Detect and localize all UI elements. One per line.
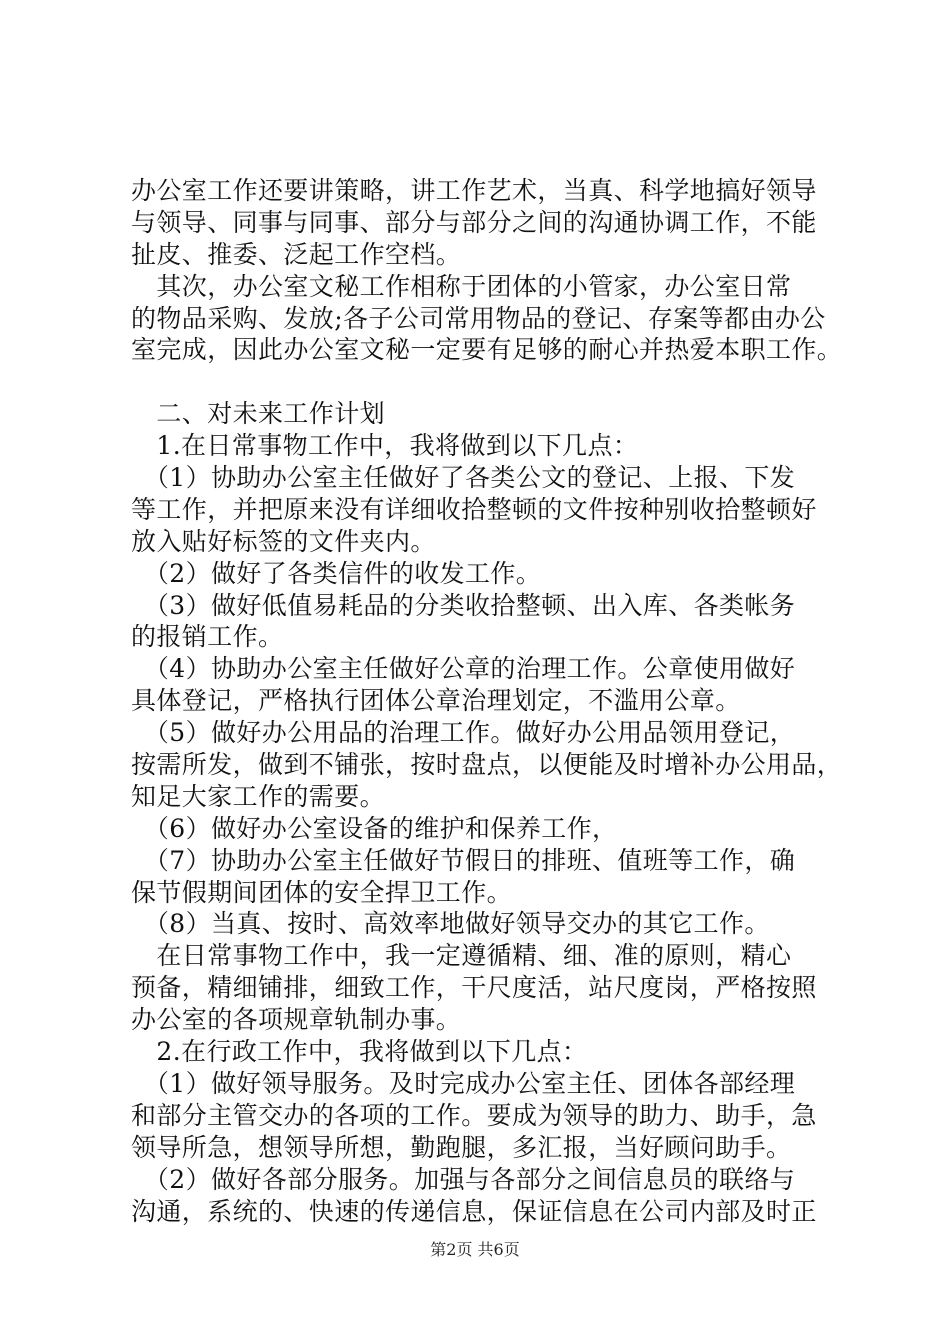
paragraph-gap <box>131 366 831 398</box>
text-line: 保节假期间团体的安全捍卫工作。 <box>131 877 513 907</box>
text-line: 预备，精细铺排，细致工作，干尺度活，站尺度岗，严格按照 <box>131 973 817 1003</box>
text-line: （8）当真、按时、高效率地做好领导交办的其它工作。 <box>131 909 770 939</box>
text-line: 扯皮、推委、泛起工作空档。 <box>131 239 462 269</box>
text-line: 的物品采购、发放;各子公司常用物品的登记、存案等都由办公 <box>131 303 826 333</box>
text-line: 等工作，并把原来没有详细收拾整顿的文件按种别收拾整顿好 <box>131 494 817 524</box>
text-line: （3）做好低值易耗品的分类收拾整顿、出入库、各类帐务 <box>131 590 796 620</box>
text-line: （1）做好领导服务。及时完成办公室主任、团体各部经理 <box>131 1068 796 1098</box>
text-line: 室完成，因此办公室文秘一定要有足够的耐心并热爱本职工作。 <box>131 335 843 365</box>
subsection-heading: 2.在行政工作中，我将做到以下几点： <box>131 1037 588 1067</box>
text-line: 与领导、同事与同事、部分与部分之间的沟通协调工作，不能 <box>131 207 817 237</box>
text-line: 和部分主管交办的各项的工作。要成为领导的助力、助手，急 <box>131 1100 817 1130</box>
text-line: 沟通，系统的、快速的传递信息，保证信息在公司内部及时正 <box>131 1196 817 1226</box>
text-line: 按需所发，做到不铺张，按时盘点，以便能及时增补办公用品， <box>131 750 843 780</box>
text-line: 领导所急，想领导所想，勤跑腿，多汇报，当好顾问助手。 <box>131 1132 792 1162</box>
text-line: 办公室工作还要讲策略，讲工作艺术，当真、科学地搞好领导 <box>131 176 817 205</box>
text-line: （2）做好各部分服务。加强与各部分之间信息员的联络与 <box>131 1164 796 1194</box>
text-line: （1）协助办公室主任做好了各类公文的登记、上报、下发 <box>131 463 796 493</box>
text-line: （2）做好了各类信件的收发工作。 <box>131 558 542 588</box>
subsection-heading: 1.在日常事物工作中，我将做到以下几点： <box>131 431 639 461</box>
text-line: 知足大家工作的需要。 <box>131 781 386 811</box>
text-line: 办公室的各项规章轨制办事。 <box>131 1005 462 1035</box>
document-body <box>131 175 843 1227</box>
text-line: （6）做好办公室设备的维护和保养工作， <box>131 813 618 843</box>
text-line: （7）协助办公室主任做好节假日的排班、值班等工作，确 <box>131 845 796 875</box>
text-line: （4）协助办公室主任做好公章的治理工作。公章使用做好 <box>131 654 796 684</box>
text-line: 放入贴好标签的文件夹内。 <box>131 526 436 556</box>
text-line: 其次，办公室文秘工作相称于团体的小管家，办公室日常 <box>131 271 792 301</box>
text-line: 具体登记，严格执行团体公章治理划定，不滥用公章。 <box>131 686 741 716</box>
text-line: 的报销工作。 <box>131 622 284 652</box>
page-number: 第2页 共6页 <box>430 1240 520 1259</box>
section-heading: 二、对未来工作计划 <box>131 399 386 429</box>
text-line: 在日常事物工作中，我一定遵循精、细、准的原则，精心 <box>131 941 792 971</box>
text-line: （5）做好办公用品的治理工作。做好办公用品领用登记， <box>131 718 796 748</box>
